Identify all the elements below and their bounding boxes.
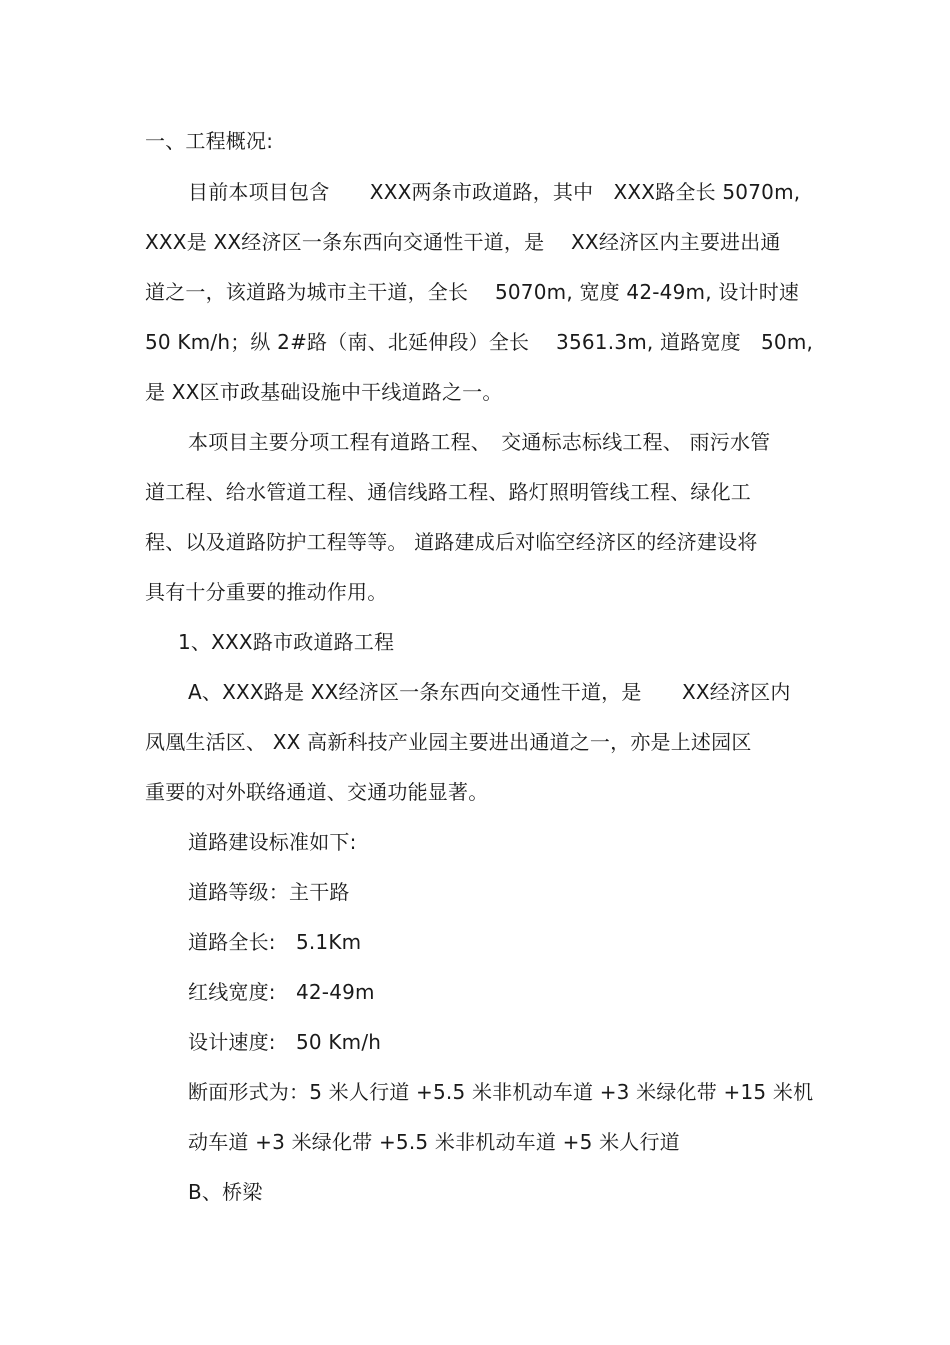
paragraph-line: 50 Km/h；纵 2#路（南、北延伸段）全长 3561.3m, 道路宽度 50m,	[145, 330, 814, 354]
standard-item: 道路等级：主干路	[188, 880, 350, 904]
paragraph-line: 道之一，该道路为城市主干道，全长 5070m, 宽度 42-49m, 设计时速	[145, 280, 800, 304]
paragraph-line: 程、以及道路防护工程等等。 道路建成后对临空经济区的经济建设将	[145, 530, 758, 554]
paragraph-line: 目前本项目包含 XXX两条市政道路，其中 XXX路全长 5070m,	[188, 180, 801, 204]
paragraph-line: XXX是 XX经济区一条东西向交通性干道，是 XX经济区内主要进出通	[145, 230, 781, 254]
paragraph-line: 是 XX区市政基础设施中干线道路之一。	[145, 380, 503, 404]
section-form-line: 断面形式为：5 米人行道 +5.5 米非机动车道 +3 米绿化带 +15 米机	[188, 1080, 814, 1104]
subsection-title: 1、XXX路市政道路工程	[178, 630, 395, 654]
standard-item: 设计速度: 50 Km/h	[188, 1030, 382, 1054]
paragraph-line: 重要的对外联络通道、交通功能显著。	[145, 780, 489, 804]
standard-item: 红线宽度: 42-49m	[188, 980, 375, 1004]
section-heading: 一、工程概况:	[145, 129, 274, 153]
standards-intro: 道路建设标准如下:	[188, 830, 357, 854]
paragraph-line: A、XXX路是 XX经济区一条东西向交通性干道，是 XX经济区内	[188, 680, 791, 704]
paragraph-line: 具有十分重要的推动作用。	[145, 580, 388, 604]
paragraph-line: 凤凰生活区、 XX 高新科技产业园主要进出通道之一，亦是上述园区	[145, 730, 752, 754]
standard-item: 道路全长: 5.1Km	[188, 930, 362, 954]
paragraph-line: 本项目主要分项工程有道路工程、 交通标志标线工程、 雨污水管	[188, 430, 771, 454]
section-form-line: 动车道 +3 米绿化带 +5.5 米非机动车道 +5 米人行道	[188, 1130, 680, 1154]
subsection-b-title: B、桥梁	[188, 1180, 263, 1204]
paragraph-line: 道工程、给水管道工程、通信线路工程、路灯照明管线工程、绿化工	[145, 480, 751, 504]
